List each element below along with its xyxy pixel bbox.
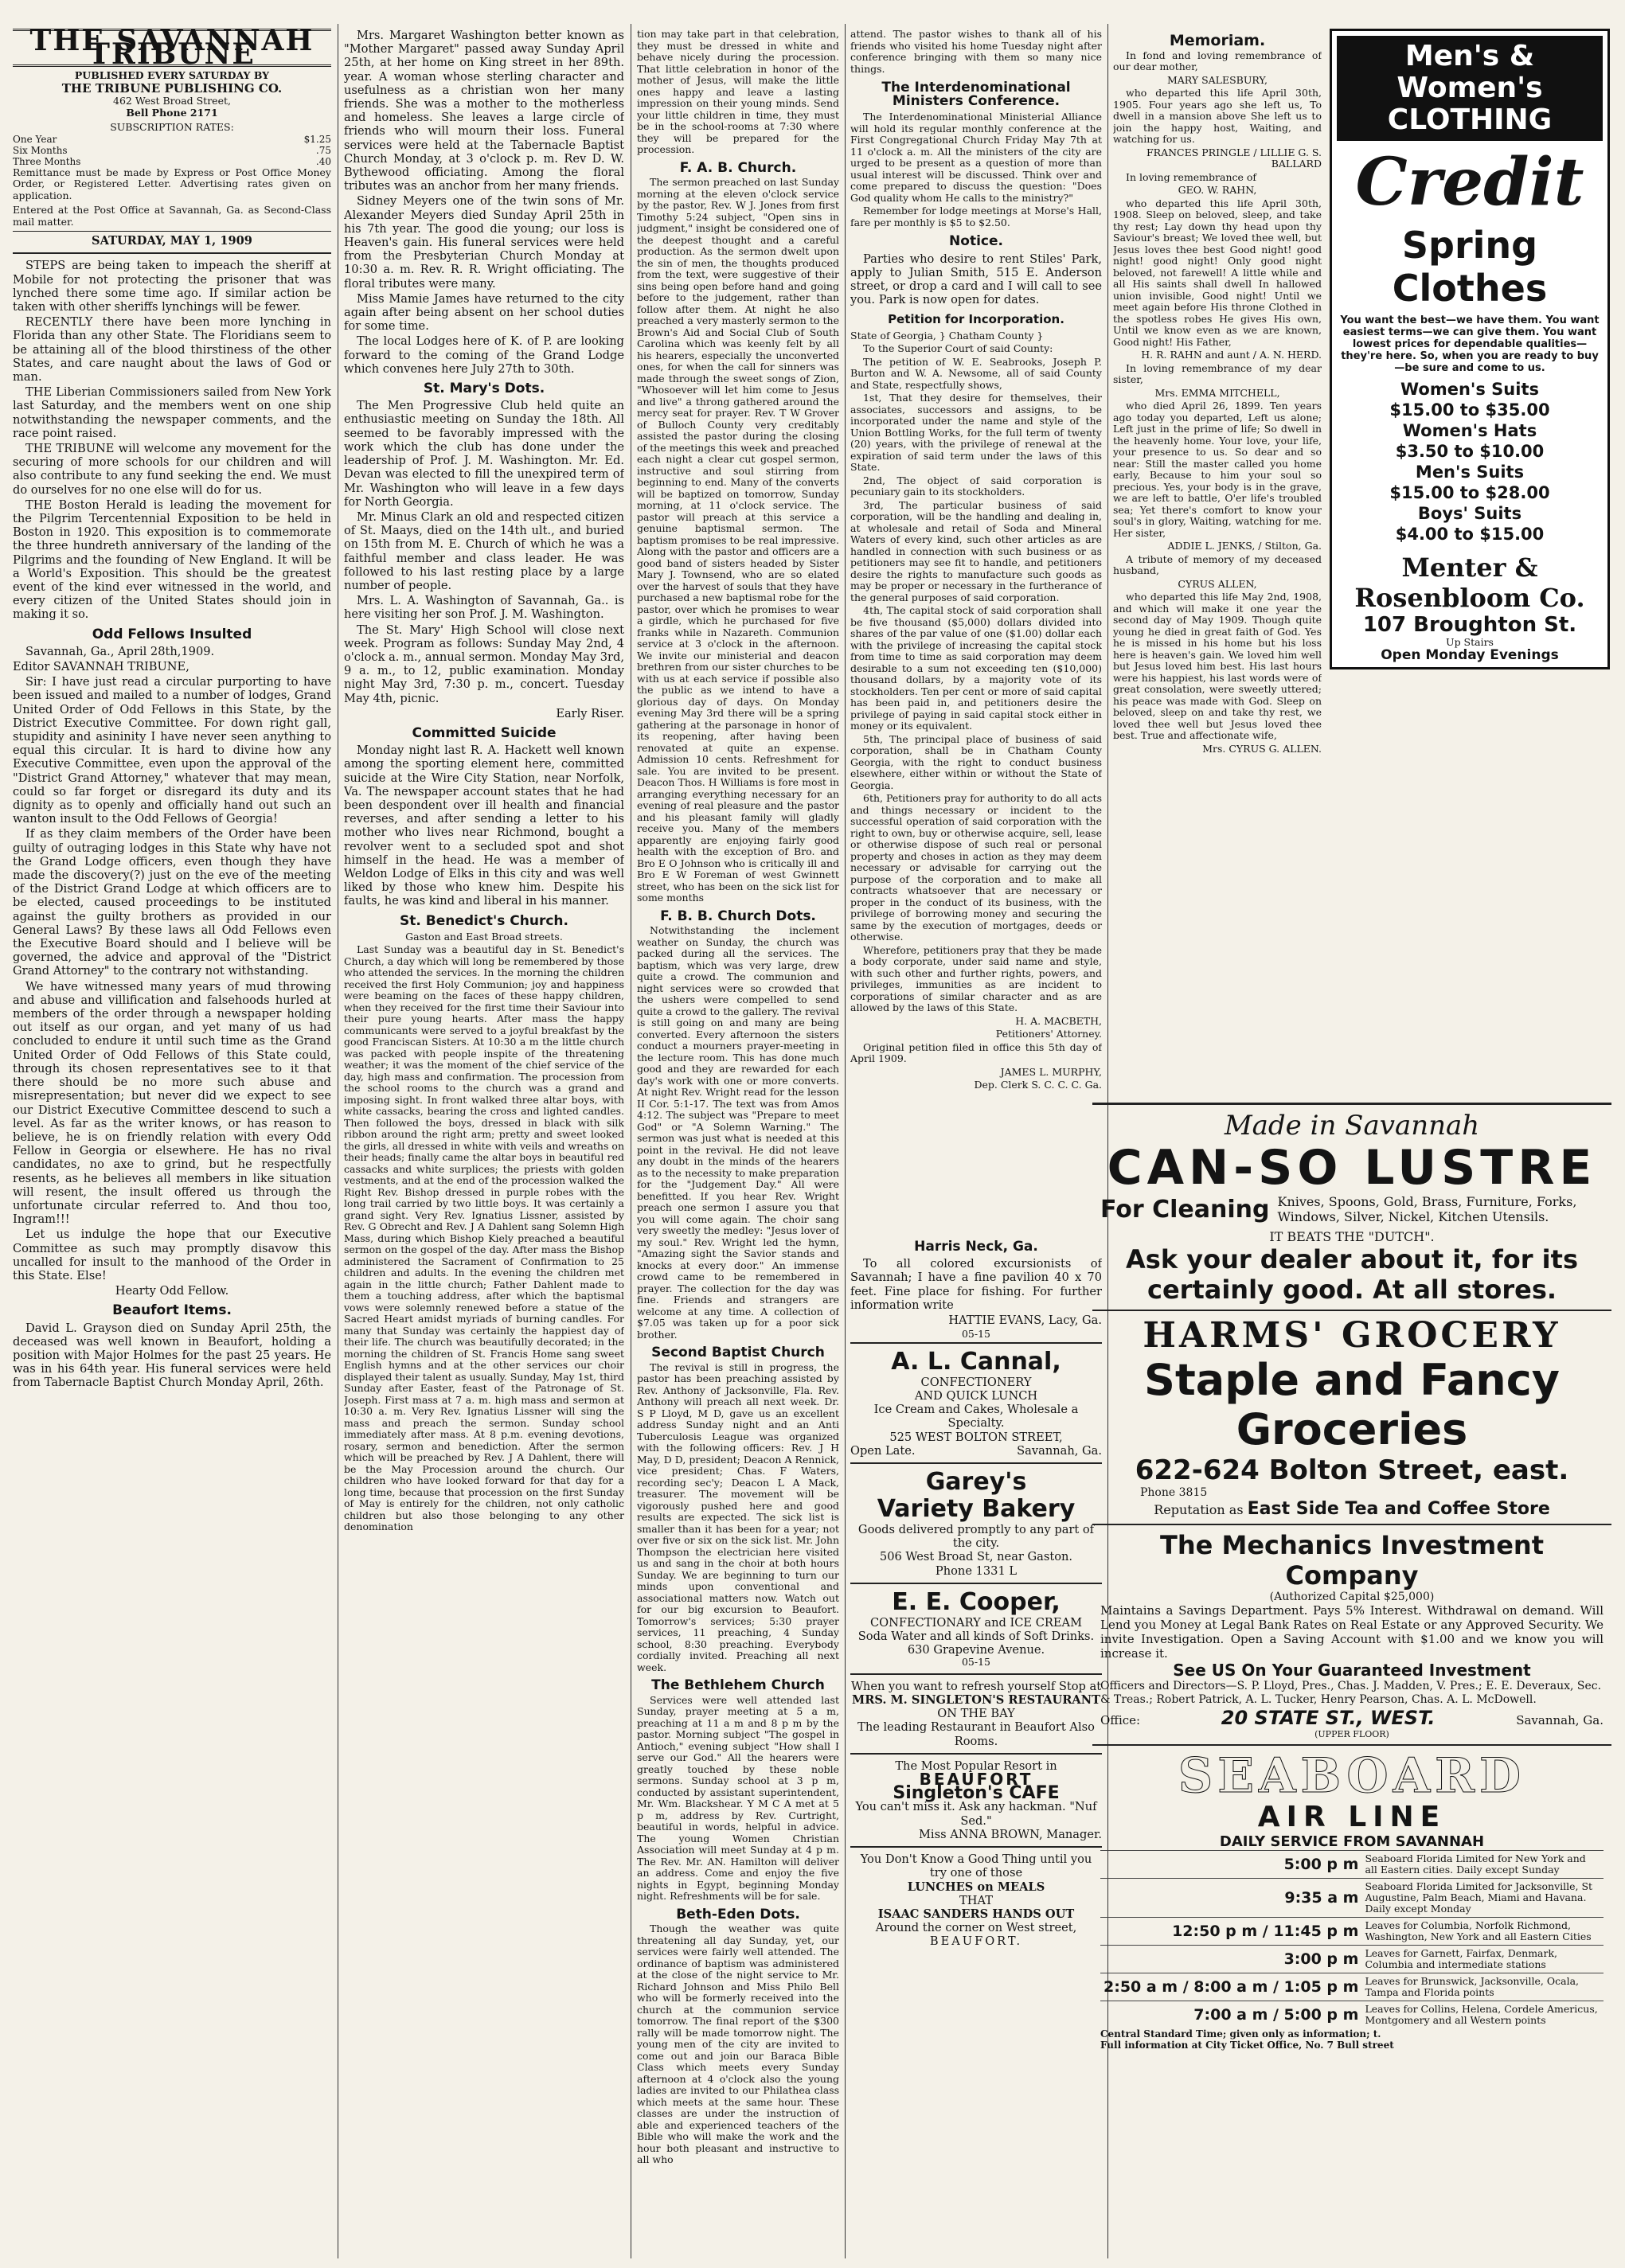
article-paragraph: Monday night last R. A. Hackett well known among the sporting element here, committed suicide at the Wire City Station, near Norfolk, Va. The newspaper account states that he had been despondent over ill health and financial reverses, and after sending a letter to his mother who lives near Richmond, bought a revolver went to a secluded spot and shot himself in the head. He was a member of Weldon Lodge of Elks in this city and was well liked by those who knew him. Despite his faults, he was kind and liberal in his manner. bbox=[344, 744, 624, 908]
harms-tag: Staple and Fancy Groceries bbox=[1144, 1355, 1560, 1454]
rate-row: Six Months .75 bbox=[13, 144, 331, 156]
schedule-row: 3:00 p m Leaves for Garnett, Fairfax, Denmark, Columbia and intermediate stations bbox=[1100, 1946, 1604, 1973]
entered-note: Entered at the Post Office at Savannah, Ga. as Second-Class mail matter. bbox=[13, 204, 331, 228]
train-schedule bbox=[1100, 1850, 1604, 2028]
business-line: The Most Popular Resort in bbox=[895, 1759, 1057, 1773]
petition-paragraph: 2nd, The object of said corporation is pecuniary gain to its stockholders. bbox=[850, 474, 1102, 498]
article-paragraph: Parties who desire to rent Stiles' Park, apply to Julian Smith, 515 E. Anderson street, or drop a card and I will call to see you. Park is now open for dates. bbox=[850, 252, 1102, 307]
column-4 bbox=[850, 29, 1102, 1233]
cooper-ad bbox=[850, 1583, 1102, 1673]
article-paragraph: attend. The pastor wishes to thank all of his friends who visited his home Tuesday night after conference bringing with them so many nice things. bbox=[850, 29, 1102, 75]
published-line: PUBLISHED EVERY SATURDAY BY bbox=[74, 69, 270, 82]
editorial-paragraph: STEPS are being taken to impeach the sheriff at Mobile for not protecting the prisoner that was lynched there some time ago. If similar action be taken with other sheriffs lynchings will be fewer. bbox=[13, 259, 331, 314]
article-paragraph: The Men Progressive Club held quite an enthusiastic meeting on Sunday the 18th. All seemed to be favorably impressed with the work which the club has done under the leadership of Prof. J. M. Washington. Mr. Ed. Devan was elected to fill the unexpired term of Mr. Washington who will leave in a few days for North Georgia. bbox=[344, 399, 624, 509]
article-paragraph: Miss Mamie James have returned to the city again after being absent on her school duties for some time. bbox=[344, 291, 624, 334]
article-dateline: Savannah, Ga., April 28th,1909. bbox=[25, 644, 215, 658]
rate-row: Three Months .40 bbox=[13, 155, 331, 167]
business-phone: Phone 1331 L bbox=[935, 1563, 1018, 1578]
column-rule bbox=[845, 24, 846, 2258]
ad-code: 05-15 bbox=[961, 1328, 991, 1341]
memoriam-sign: Mrs. CYRUS G. ALLEN. bbox=[1202, 742, 1322, 755]
canso-beats: IT BEATS THE "DUTCH". bbox=[1269, 1229, 1435, 1244]
clothing-ad-hours: Open Monday Evenings bbox=[1381, 646, 1559, 663]
column-1 bbox=[13, 29, 331, 2260]
petition-signature: H. A. MACBETH, bbox=[1015, 1014, 1102, 1027]
article-paragraph: David L. Grayson died on Sunday April 25th, the deceased was well known in Beaufort, holding a position with Major Holmes for the past 25 years. He was in his 64th year. His funeral services were held from Tabernacle Baptist Church Monday April, 26th. bbox=[13, 1321, 331, 1390]
clothing-ad-address: 107 Broughton St. bbox=[1362, 613, 1577, 637]
article-paragraph: Sir: I have just read a circular purporting to have been issued and mailed to a number of lodges, Grand United Order of Odd Fellows in this State, by the District Executive Committee. For down right gall, stupidity and asininity I have never seen anything to equal this circular. It is hard to divine how any Executive Committee, even upon the approval of the "District Grand Attorney," whatever that may mean, could so far forget or disregard its duty and its dignity as to openly and officially hand out such an wanton insult to the Odd Fellows of Georgia! bbox=[13, 675, 331, 826]
business-line: Soda Water and all kinds of Soft Drinks. bbox=[857, 1629, 1095, 1643]
memoriam-text: who departed this life April 30th, 1908. Sleep on beloved, sleep, and take thy rest; Lay down thy head upon thy Saviour's breast; We loved thee well, but Jesus loves thee best Good night! good night! good night! Only good night beloved, not farewell! A little while and all His saints shall dwell In hallowed union invisible, Good night! Until we meet again before His throne Clothed in the spotless robes He gives His own, Until we know even as we are known, Good night! His Father, bbox=[1113, 197, 1322, 348]
clothing-ad-upstairs: Up Stairs bbox=[1446, 636, 1494, 648]
price-label: Boys' Suits bbox=[1417, 504, 1522, 523]
memoriam-text: who departed this life May 2nd, 1908, and which will make it one year the second day of May 1909. Though quite young he died in great faith of God. Yes he is missed in his home but his loss here is heaven's gain. We loved him well but Jesus loved him best. His last hours were his happiest, his last words were of great consolation, were sweetly uttered; his peace was made with God. Sleep on beloved, sleep on and take thy rest, we loved thee well but Jesus loved thee best. True and affectionate wife, bbox=[1113, 591, 1322, 741]
price-range: $15.00 to $35.00 bbox=[1389, 400, 1550, 420]
schedule-row: 9:35 a m Seaboard Florida Limited for Jacksonville, St Augustine, Palm Beach, Miami and Havana. Daily except Monday bbox=[1100, 1879, 1604, 1918]
business-city: BEAUFORT. bbox=[929, 1934, 1023, 1949]
business-line: AND QUICK LUNCH bbox=[914, 1388, 1038, 1403]
article-salutation: Editor SAVANNAH TRIBUNE, bbox=[13, 660, 189, 673]
petition-paragraph: 6th, Petitioners pray for authority to do all acts and things necessary or incident to the successful operation of said corporation with the right to own, buy or otherwise acquire, sell, lease or otherwise dispose of such real or personal property and choses in action as they may deem necessary or advisable for carrying out the purpose of the corporation and to make all contracts whatsoever that are necessary or proper in the conduct of its business, with the privilege of borrowing money and securing the same by the execution of mortgages, deeds or otherwise. bbox=[850, 792, 1102, 943]
petition-to: To the Superior Court of said County: bbox=[863, 342, 1053, 355]
publisher: THE TRIBUNE PUBLISHING CO. bbox=[61, 80, 283, 96]
business-line: You Don't Know a Good Thing until you try one of those bbox=[860, 1852, 1092, 1880]
ad-code: 05-15 bbox=[961, 1656, 991, 1669]
business-line: The leading Restaurant in Beaufort Also Rooms. bbox=[857, 1720, 1095, 1748]
clothing-ad-spring: Spring Clothes bbox=[1392, 224, 1548, 310]
business-manager: Miss ANNA BROWN, Manager. bbox=[918, 1827, 1102, 1841]
article-paragraph: Though the weather was quite threatening all day Sunday, yet, our services were fairly well attended. The ordinance of baptism was administered at the close of the night service to Mr. Richard Johnson and Miss Philo Bell who will be formerly received into the church at the communion service tomorrow. The final report of the $300 rally will be made tomorrow night. The young men of the city are invited to come out and join our Baraca Bible Class which meets every Sunday afternoon at 4 o'clock also the young ladies are invited to our Philathea class which meets at the same hour. These classes are under the instruction of able and experienced teachers of the Bible who will make the work and the hour both pleasant and instructive to all who bbox=[637, 1923, 839, 2165]
business-line: Around the corner on West street, bbox=[875, 1921, 1077, 1935]
business-name: MRS. M. SINGLETON'S RESTAURANT bbox=[852, 1693, 1100, 1708]
clothing-ad-blurb: You want the best—we have them. You want easiest terms—we can give them. You want lowest prices for dependable qualities—they're here. So, when you are ready to buy—be sure and come to us. bbox=[1340, 314, 1600, 374]
article-signature: Hearty Odd Fellow. bbox=[115, 1284, 229, 1298]
mechanics-office: Office: 20 STATE ST., WEST. Savannah, Ga. bbox=[1100, 1707, 1604, 1729]
editorial-paragraph: THE TRIBUNE will welcome any movement for the securing of more schools for our children and will also contribute to any fund seeking the end. We must do ourselves for no one else will do for us. bbox=[13, 441, 331, 497]
article-paragraph: Sidney Meyers one of the twin sons of Mr. Alexander Meyers died Sunday April 25th in his 7th year. The good die young; our loss is Heaven's gain. His funeral services were held from the Presbyterian Church Monday at 10:30 a. m. Rev. R. R. Wright officiating. The floral tributes were many. bbox=[344, 194, 624, 291]
article-paragraph: tion may take part in that celebration, they must be dressed in white and behave nicely during the procession. That little celebration in honor of the mother of Jesus, will make the little ones happy and leave a lasting impression on their young minds. Send your little children in time, they must be in the school-rooms at 7:30 where they will be prepared for the procession. bbox=[637, 29, 839, 155]
harms-name: HARMS' GROCERY bbox=[1143, 1315, 1561, 1356]
mechanics-paragraph: Maintains a Savings Department. Pays 5% Interest. Withdrawal on demand. Will Lend you Money at Legal Bank Rates on Real Estate or any Approved Security. We invite Investigation. Open a Saving Account with $1.00 and we know you will increase it. bbox=[1100, 1603, 1604, 1661]
article-paragraph: Last Sunday was a beautiful day in St. Benedict's Church, a day which will long be remembered by those who attended the services. In the morning the children received the first Holy Communion; joy and happiness were beaming on the faces of these happy children, when they received for the first time their Saviour into their pure young hearts. After mass the happy communicants were served to a joyful breakfast by the good Franciscan Sisters. At 10:30 a m the little church was packed with people inspite of the threatening weather; it was the moment of the chief service of the day, high mass and confirmation. The procession from the school rooms to the church was a grand and imposing sight. In front walked three altar boys, with white cassacks, bearing the cross and lighted candles. Then followed the boys, dressed in black with silk ribbon around the right arm; pretty and sweet looked the girls, all dressed in white with veils and wreaths on their heads; finally came the altar boys in beautiful red cassacks and white surplices; the priests with golden vestments, and at the end of the procession walked the Right Rev. Bishop dressed in purple robes with the long trail carried by two little boys. It was certainly a grand sight. Very Rev. Ignatius Lissner, assisted by Rev. G Obrecht and Rev. J A Dahlent sang Solemn High Mass, during which Bishop Kiely preached a beautiful sermon on the gospel of the day. After mass the Bishop administered the Sacrament of Confirmation to 25 children and adults. In the evening the children met again in the little church; Father Dahlent made to them a touching address, after which the baptismal vows were solemnly renewed before a statue of the Sacred Heart amidst myriads of burning candles. For many that Sunday was certainly the happiest day of their life. The church was beautifully decorated; in the morning the children of St. Francis Home sang sweet English hymns and at the other services our choir displayed their talent as usually. Sunday, May 1st, third Sunday after Easter, feast of the Patronage of St. Joseph. First mass at 7 a. m. high mass and sermon at 10:30 a. m. Very Rev. Ignatius Lissner will sing the mass and preach the sermon. Sunday school immediately after mass. At 8 p.m. evening devotions, rosary, sermon and benediction. After the sermon which will be preached by Rev. J A Dahlent, there will be the May Procession around the church. Our children who have looked forward for that day for a long time, because that procession on the first Sunday of May is entirely for the children, not only catholic children but also those belonging to any other denomination bbox=[344, 943, 624, 1533]
mechanics-name: The Mechanics Investment Company bbox=[1160, 1530, 1544, 1591]
petition-signature-title: Dep. Clerk S. C. C. C. Ga. bbox=[974, 1079, 1102, 1091]
business-footer: Open Late. Savannah, Ga. bbox=[850, 1443, 1102, 1458]
petition-paragraph: 4th, The capital stock of said corporation shall be five thousand ($5,000) dollars divided into shares of the par value of one ($1.00) dollar each with the privilege of increasing the capital stock from time to time as said corporation may deem desirable to a sum not exceeding ten ($10,000) thousand dollars, by a majority vote of its stockholders. Ten per cent or more of said capital has been paid in, and petitioners desire the privilege of paying in said capital stock either in money or its equivalent. bbox=[850, 604, 1102, 732]
price-range: $15.00 to $28.00 bbox=[1389, 483, 1550, 502]
article-signature: HATTIE EVANS, Lacy, Ga. bbox=[948, 1314, 1102, 1328]
clothing-ad-title: Men's & Women's CLOTHING bbox=[1337, 36, 1603, 141]
petition-paragraph: 1st, That they desire for themselves, their associates, successors and assigns, to be incorporated under the name and style of the Union Bottling Works, for the full term of twenty (20) years, with the privilege of renewal at the expiration of said term under the laws of this State. bbox=[850, 392, 1102, 474]
canso-ad bbox=[1092, 1105, 1611, 1310]
masthead bbox=[13, 29, 331, 254]
editorial-paragraph: THE Liberian Commissioners sailed from New York last Saturday, and the members went on one ship notwithstanding the newspaper comments, and the race point raised. bbox=[13, 385, 331, 440]
harms-address: 622-624 Bolton Street, east. bbox=[1135, 1454, 1569, 1486]
schedule-row: 7:00 a m / 5:00 p m Leaves for Collins, Helena, Cordele Americus, Montgomery and all Western points bbox=[1100, 2001, 1604, 2029]
clothing-ad bbox=[1330, 29, 1610, 669]
canso-made: Made in Savannah bbox=[1224, 1110, 1480, 1142]
article-note: Remember for lodge meetings at Morse's Hall, fare per monthly is $5 to $2.50. bbox=[850, 205, 1102, 228]
article-heading: The Bethlehem Church bbox=[651, 1677, 825, 1693]
business-line: You can't miss it. Ask any hackman. "Nuf Sed." bbox=[855, 1800, 1097, 1828]
article-paragraph: Mr. Minus Clark an old and respected citizen of St. Maays, died on the 14th ult., and buried on 15th from M. E. Church of which he was a faithful member and class leader. He was followed to his last resting place by a large number of people. bbox=[344, 509, 624, 592]
memoriam-name: CYRUS ALLEN, bbox=[1178, 577, 1257, 590]
memoriam-sign: ADDIE L. JENKS, / Stilton, Ga. bbox=[1167, 540, 1322, 552]
article-paragraph: The St. Mary' High School will close next week. Program as follows: Sunday May 2nd, 4 o'clock a. m., annual sermon. Monday May 3rd, 9 a. m., to 12, public examination. Monday night May 3rd, 7:30 p. m., concert. Tuesday May 4th, picnic. bbox=[344, 623, 624, 705]
price-label: Women's Suits bbox=[1400, 380, 1539, 399]
singleton-restaurant-ad bbox=[850, 1673, 1102, 1753]
price-range: $3.50 to $10.00 bbox=[1395, 442, 1545, 461]
column-3 bbox=[637, 29, 839, 2260]
business-city: BEAUFORT bbox=[919, 1770, 1033, 1790]
petition-paragraph: 5th, The principal place of business of said corporation, shall be in Chatham County Georgia, with the right to conduct business elsewhere, either within or without the State of Georgia. bbox=[850, 732, 1102, 791]
canso-name: CAN-SO LUSTRE bbox=[1107, 1140, 1597, 1196]
article-paragraph: We have witnessed many years of mud throwing and abuse and villification and falsehoods hurled at members of the order through a newspaper holding out itself as our organ, and yet many of us had concluded to endure it until such time as the Grand United Order of Odd Fellows of this State could, through its chosen representatives see to it that there should be no more such abuse and misrepresentation; but never did we expect to see our District Executive Committee descend to such a level. As far as the writer knows, or has reason to believe, he is on friendly relation with every Odd Fellow in Georgia or elsewhere. He has no rival candidates, no axe to grind, but he respectfully resents, as he believes all members in like situation will resent, the insult offered us through the unfortunate circular referred to. And thou too, Ingram!!! bbox=[13, 979, 331, 1227]
business-address: 525 WEST BOLTON STREET, bbox=[889, 1430, 1063, 1444]
seaboard-footer: Central Standard Time; given only as information; t. bbox=[1100, 2028, 1381, 2040]
rates-heading: SUBSCRIPTION RATES: bbox=[110, 121, 234, 134]
rate-row: One Year $1.25 bbox=[13, 133, 331, 145]
column-4-ads bbox=[850, 1234, 1102, 2260]
business-line: Ice Cream and Cakes, Wholesale a Specialty. bbox=[873, 1403, 1079, 1431]
garey-ad bbox=[850, 1462, 1102, 1583]
memoriam-intro: A tribute of memory of my deceased husband, bbox=[1113, 552, 1322, 576]
article-heading: Committed Suicide bbox=[412, 724, 557, 741]
article-paragraph: Mrs. L. A. Washington of Savannah, Ga.. is here visiting her son Prof. J. M. Washington. bbox=[344, 594, 624, 622]
article-heading: Memoriam. bbox=[1169, 32, 1266, 49]
schedule-row: 12:50 p m / 11:45 p m Leaves for Columbia, Norfolk Richmond, Washington, New York and all Eastern Cities bbox=[1100, 1918, 1604, 1946]
article-paragraph: To all colored excursionists of Savannah; I have a fine pavilion 40 x 70 feet. Fine place for fishing. For further information write bbox=[850, 1257, 1102, 1312]
canso-ask: Ask your dealer about it, for its certainly good. At all stores. bbox=[1126, 1244, 1578, 1305]
article-paragraph: The sermon preached on last Sunday morning at the eleven o'clock service by the pastor, Rev. W J. Jones from first Timothy 5:24 subject, "Open sins in judgment," insight be considered one of the deepest thought and a careful production. As the sermon dwelt upon the sin of men, the thoughts produced from the text, were suggestive of their sins being open before hand and going before to the judgement, rather than follow after them. At night he also preached a very masterly sermon to the Brown's Aid and Social Club of South Carolina which was keenly felt by all his hearers, especially the unconverted ones, for when the call for sinners was made through the sweet songs of Zion, "Whosoever will let him come to Jesus and live" a throng gathered around the mercy seat for prayer. Rev. T W Grover of Bulloch County very creditably assisted the pastor during the closing of the meetings this week and preached each night a clear cut gospel sermon, instructive and soul stirring from beginning to end. Many of the converts will be baptized on tomorrow, Sunday morning, at 11 o'clock service. The pastor will preach at this service a genuine baptismal sermon. The baptism promises to be real impressive. Along with the pastor and officers are a good band of sisters headed by Sister Mary J. Townsend, who are so elated over the harvest of souls that they have purchased a new baptismal robe for the pastor, over which he promises to wear a girdle, which he purchased for five franks while in Nazareth. Communion service at 3 o'clock in the afternoon. We invite our ministerial and deacon brethren from our sister churches to be with us at each service if possible also the public as we intend to have a glorious day of days. On Monday evening May 3rd there will be a spring gathering at the parsonage in honor of its reopening, after having been renovated at quite an expense. Admission 10 cents. Refreshment for sale. You are invited to be present. Deacon Thos. H Williams is fore most in arranging everything necessary for an evening of real pleasure and the pastor and his pleasant family will gladly receive you. Many of the members apparently are enjoying fairly good health with the exception of Bro. and Bro E O Johnson who is critically ill and Bro E W Foreman of west Gwinnett street, who has been on the sick list for some months bbox=[637, 176, 839, 904]
remittance-note: Remittance must be made by Express or Post Office Money Order, or Registered Letter. Advertising rates given on application. bbox=[13, 166, 331, 201]
singleton-cafe-ad bbox=[850, 1753, 1102, 1846]
business-line: CONFECTIONERY bbox=[920, 1375, 1032, 1389]
business-name: A. L. Cannal, bbox=[891, 1347, 1061, 1376]
rates-table bbox=[13, 134, 331, 167]
article-signature: Early Riser. bbox=[556, 706, 624, 720]
newspaper-title: THE SAVANNAH TRIBUNE bbox=[13, 29, 331, 67]
editorial-paragraph: RECENTLY there have been more lynching in Florida than any other State. The Floridians seem to be attaining all of the blood thirstiness of the other States, and care naught about the laws of God or man. bbox=[13, 315, 331, 384]
business-name: Variety Bakery bbox=[877, 1494, 1076, 1523]
business-line: ON THE BAY bbox=[937, 1707, 1015, 1721]
article-subheading: Gaston and East Broad streets. bbox=[405, 930, 563, 943]
petition-paragraph: The petition of W. E. Seabrooks, Joseph P. Burton and W. A. Newsome, all of said County and State, respectfully shows, bbox=[850, 355, 1102, 391]
article-heading: The Interdenominational Ministers Conference. bbox=[881, 80, 1071, 110]
business-name: Singleton's CAFE bbox=[893, 1783, 1060, 1804]
article-heading: Beaufort Items. bbox=[112, 1302, 232, 1319]
sanders-lunch-ad bbox=[850, 1846, 1102, 1953]
article-heading: Harris Neck, Ga. bbox=[914, 1239, 1038, 1255]
mechanics-see: See US On Your Guaranteed Investment bbox=[1173, 1661, 1531, 1680]
seaboard-line: AIR LINE bbox=[1257, 1801, 1447, 1833]
clothing-ad-firm: Menter & Rosenbloom Co. bbox=[1354, 552, 1585, 613]
wide-ads-area bbox=[1092, 1103, 1611, 2263]
petition-filed: Original petition filed in office this 5th day of April 1909. bbox=[850, 1040, 1102, 1065]
business-address: 630 Grapevine Avenue. bbox=[907, 1643, 1045, 1657]
business-line: ISAAC SANDERS HANDS OUT bbox=[877, 1907, 1075, 1921]
petition-paragraph: Wherefore, petitioners pray that they be made a body corporate, under said name and style, with such other and further rights, powers, and privileges, immunities as are incident to corporations of similar character and as are allowed by the laws of this State. bbox=[850, 943, 1102, 1014]
article-heading: Notice. bbox=[949, 233, 1003, 250]
editorial-paragraph: THE Boston Herald is leading the movement for the Pilgrim Tercentennial Exposition to be held in Boston in 1920. This exposition is to commemorate the three hundreth anniversary of the landing of the Pilgrims and the founding of New England. It will be a World's Exposition. This should be the greatest event of the kind ever witnessed in the world, and every citizen of the United States should join in making it so. bbox=[13, 498, 331, 622]
petition-signature-title: Petitioners' Attorney. bbox=[995, 1028, 1102, 1040]
memoriam-text: who died April 26, 1899. Ten years ago today you departed, Left us alone; Left just in the prime of life; So dwell in the heavenly home. Your love, your life, your presence to us. So dear and so near: Still the master called you home early, Because to him your soul so precious. Yes, your body is in the grave, we are left to battle, O'er life's troubled sea; Yet there's comfort to know your soul's in glory, Waiting, watching for me. Her sister, bbox=[1113, 400, 1322, 539]
seaboard-daily: DAILY SERVICE FROM SAVANNAH bbox=[1219, 1833, 1485, 1850]
article-heading: F. A. B. Church. bbox=[679, 159, 797, 176]
business-line: Goods delivered promptly to any part of the city. bbox=[857, 1522, 1095, 1551]
memoriam-name: GEO. W. RAHN, bbox=[1178, 184, 1257, 196]
business-line: When you want to refresh yourself Stop at bbox=[850, 1679, 1102, 1693]
price-label: Women's Hats bbox=[1402, 421, 1537, 440]
memoriam-sign: H. R. RAHN and aunt / A. N. HERD. bbox=[1141, 349, 1322, 361]
article-heading: St. Benedict's Church. bbox=[399, 912, 568, 929]
article-paragraph: Services were well attended last Sunday, prayer meeting at 5 a m, preaching at 11 a m and 8 p m by the pastor. Morning subject "The gospel in Antioch," evening subject "How shall I serve our God." All the hearers were greatly touched by these noble sermons. Sunday school at 3 p m, conducted by assistant superintendent, Mr. Wm. Blackshear. Y M C A met at 5 p m, address by Rev. Curtright, beautiful in words, helpful in advice. The young Women Christian Association will meet Sunday at 4 p m. The Rev. Mr. AN. Hamilton will deliver an address. Come and enjoy the five nights in Egypt, beginning Monday night. Refreshments will be for sale. bbox=[637, 1693, 839, 1902]
article-paragraph: The revival is still in progress, the pastor has been preaching assisted by Rev. Anthony of Jacksonville, Fla. Rev. Anthony will preach all next week. Dr. S P Lloyd, M D, gave us an excellent address Sunday night and an Anti Tuberculosis League was organized with the following officers: Rev. J H May, D D, president; Deacon A Rennick, vice president; Chas. F Waters, recording sec'y; Deacon L A Mack, treasurer. The movement will be vigorously pushed here and good results are expected. The sick list is smaller than it has been for a year; not over five or six on the sick list. Mr. John Thompson the electrician here visited us and sang in the choir at both hours Sunday. We are beginning to turn our minds upon conventional and associational matters now. Watch out for our big excursion to Beaufort. Tomorrow's services; 5:30 prayer services, 11 preaching, 4 Sunday school, 8:30 preaching. Everybody cordially invited. Preaching all next week. bbox=[637, 1360, 839, 1673]
business-line: LUNCHES on MEALS bbox=[907, 1880, 1045, 1894]
article-heading: St. Mary's Dots. bbox=[423, 381, 545, 397]
business-line: THAT bbox=[959, 1893, 993, 1907]
harms-reputation: Reputation as East Side Tea and Coffee Store bbox=[1154, 1499, 1550, 1519]
article-paragraph: If as they claim members of the Order have been guilty of outraging lodges in this State why have not the Grand Lodge officers, even though they have made the discovery(?) just on the eve of the meeting of the District Grand Lodge at which officers are to be elected, caused proceedings to be instituted against the guilty brothers as provided in our General Laws? By these laws all Odd Fellows even the Executive Board should and I believe will be governed, the advice and approval of the "District Grand Attorney" to the contrary not withstanding. bbox=[13, 827, 331, 978]
business-name: E. E. Cooper, bbox=[892, 1587, 1061, 1616]
publisher-address: 462 West Broad Street, bbox=[113, 95, 231, 107]
memoriam-text: who departed this life April 30th, 1905. Four years ago she left us, To dwell in a mansion above She left us to join the happy host, Waiting, and watching for us. bbox=[1113, 87, 1322, 145]
article-heading: Second Baptist Church bbox=[651, 1345, 825, 1360]
canso-for: For Cleaning Knives, Spoons, Gold, Brass, Furniture, Forks, Windows, Silver, Nickel, Kitchen Utensils. bbox=[1100, 1194, 1577, 1224]
business-line: CONFECTIONARY and ICE CREAM bbox=[869, 1615, 1083, 1630]
memoriam-intro: In loving remembrance of my dear sister, bbox=[1113, 361, 1322, 385]
schedule-row: 5:00 p m Seaboard Florida Limited for New York and all Eastern cities. Daily except Sunday bbox=[1100, 1851, 1604, 1879]
column-6 bbox=[1330, 29, 1610, 1098]
article-paragraph: The Interdenominational Ministerial Alliance will hold its regular monthly conference at the First Congregational Church Friday May 7th at 11 o'clock a. m. All the ministers of the city are urged to be present as a question of more than usual interest will be discussed. Think over and come prepared to discuss the question: "Does God quality whom He calls to the ministry?" bbox=[850, 111, 1102, 204]
business-address: 506 West Broad St, near Gaston. bbox=[879, 1550, 1073, 1564]
memoriam-sign: FRANCES PRINGLE / LILLIE G. S. BALLARD bbox=[1146, 146, 1322, 170]
memoriam-intro: In loving remembrance of bbox=[1126, 170, 1257, 183]
price-label: Men's Suits bbox=[1415, 463, 1525, 482]
mechanics-floor: (UPPER FLOOR) bbox=[1314, 1729, 1389, 1739]
petition-state: State of Georgia, } Chatham County } bbox=[850, 329, 1044, 342]
article-paragraph: Mrs. Margaret Washington better known as "Mother Margaret" passed away Sunday April 25th, at her home on King street in her 89th. year. A woman whose sterling character and usefulness as a christian won her many friends. She was a mother to the motherless and homeless. She leaves a large circle of friends who will mourn their loss. Funeral services were held at the Tabernacle Baptist Church Monday, at 3 o'clock p. m. Rev D. W. Bythewood officiating. Among the floral tributes was an anchor from her many friends. bbox=[344, 29, 624, 193]
article-heading: Odd Fellows Insulted bbox=[92, 626, 252, 642]
column-5 bbox=[1113, 29, 1322, 1098]
column-2 bbox=[344, 29, 624, 2260]
article-heading: Beth-Eden Dots. bbox=[676, 1906, 800, 1923]
mechanics-ad bbox=[1092, 1524, 1611, 1744]
memoriam-name: MARY SALESBURY, bbox=[1166, 73, 1268, 86]
seaboard-ad bbox=[1092, 1744, 1611, 2055]
schedule-row: 2:50 a m / 8:00 a m / 1:05 p m Leaves for Brunswick, Jacksonville, Ocala, Tampa and Florida points bbox=[1100, 1973, 1604, 2001]
article-heading: F. B. B. Church Dots. bbox=[660, 908, 816, 924]
harms-ad bbox=[1092, 1310, 1611, 1524]
harms-phone: Phone 3815 bbox=[1140, 1486, 1208, 1499]
article-paragraph: Notwithstanding the inclement weather on Sunday, the church was packed during all the services. The baptism, which was very large, drew quite a crowd. The communion and night services were so crowded that the ushers were compelled to send quite a crowd to the gallery. The revival is still going on and many are being converted. Every afternoon the sisters conduct a mourners prayer-meeting in the lecture room. This has done much good and they are rewarded for each day's work with one or more converts. At night Rev. Wright read for the lesson II Cor. 5:1-17. The text was from Amos 4:12. The subject was "Prepare to meet God" or "A Solemn Warning." The sermon was just what is needed at this point in the revival. He did not leave any doubt in the minds of the hearers as to the necessity to make preparation for the "Judgement Day." All were benefitted. If you hear Rev. Wright preach one sermon I assure you that you will come again. The choir sang very sweetly the medley: "Jesus lover of my soul." Rev. Wright led the hymn, "Amazing sight the Savior stands and knocks at every door." An immense crowd came to be remembered in prayer. The collection for the day was fine. Friends and strangers are welcome at any time. A collection of $7.05 was taken up for a poor sick brother. bbox=[637, 924, 839, 1341]
petition-signature: JAMES L. MURPHY, bbox=[1000, 1065, 1102, 1078]
petition-paragraph: 3rd, The particular business of said corporation, will be the handling and dealing in, at wholesale and retail of Soda and Mineral Waters of every kind, such other articles as are handled in connection with such business or as petitioners may see fit to handle, and petitioners desire the rights to manufacture such goods as may be proper or necessary in the furtherance of the general purposes of said corporation. bbox=[850, 498, 1102, 603]
memoriam-name: Mrs. EMMA MITCHELL, bbox=[1154, 386, 1280, 399]
issue-date: SATURDAY, MAY 1, 1909 bbox=[13, 231, 331, 248]
clothing-ad-credit: Credit bbox=[1355, 144, 1584, 221]
memoriam-intro: In fond and loving remembrance of our dear mother, bbox=[1113, 49, 1322, 72]
article-heading: Petition for Incorporation. bbox=[888, 312, 1064, 327]
article-paragraph: Let us indulge the hope that our Executive Committee as such may promptly disavow this uncalled for insult to the manhood of the Order in this State. Else! bbox=[13, 1228, 331, 1282]
cannal-ad bbox=[850, 1342, 1102, 1462]
seaboard-footer: Full information at City Ticket Office, No. 7 Bull street bbox=[1100, 2040, 1394, 2051]
article-paragraph: The local Lodges here of K. of P. are looking forward to the coming of the Grand Lodge which convenes here July 27th to 30th. bbox=[344, 334, 624, 376]
seaboard-name: SEABOARD bbox=[1178, 1748, 1526, 1804]
mechanics-officers: Officers and Directors—S. P. Lloyd, Pres., Chas. J. Madden, V. Pres.; E. E. Deveraux, Sec. & Treas.; Robert Patrick, A. L. Tucker, Henry Pearson, Chas. A. L. McDowell. bbox=[1100, 1680, 1602, 1706]
business-name: Garey's bbox=[925, 1467, 1027, 1496]
mechanics-capital: (Authorized Capital $25,000) bbox=[1269, 1591, 1435, 1603]
price-range: $4.00 to $15.00 bbox=[1395, 525, 1545, 544]
publisher-phone: Bell Phone 2171 bbox=[126, 106, 218, 119]
